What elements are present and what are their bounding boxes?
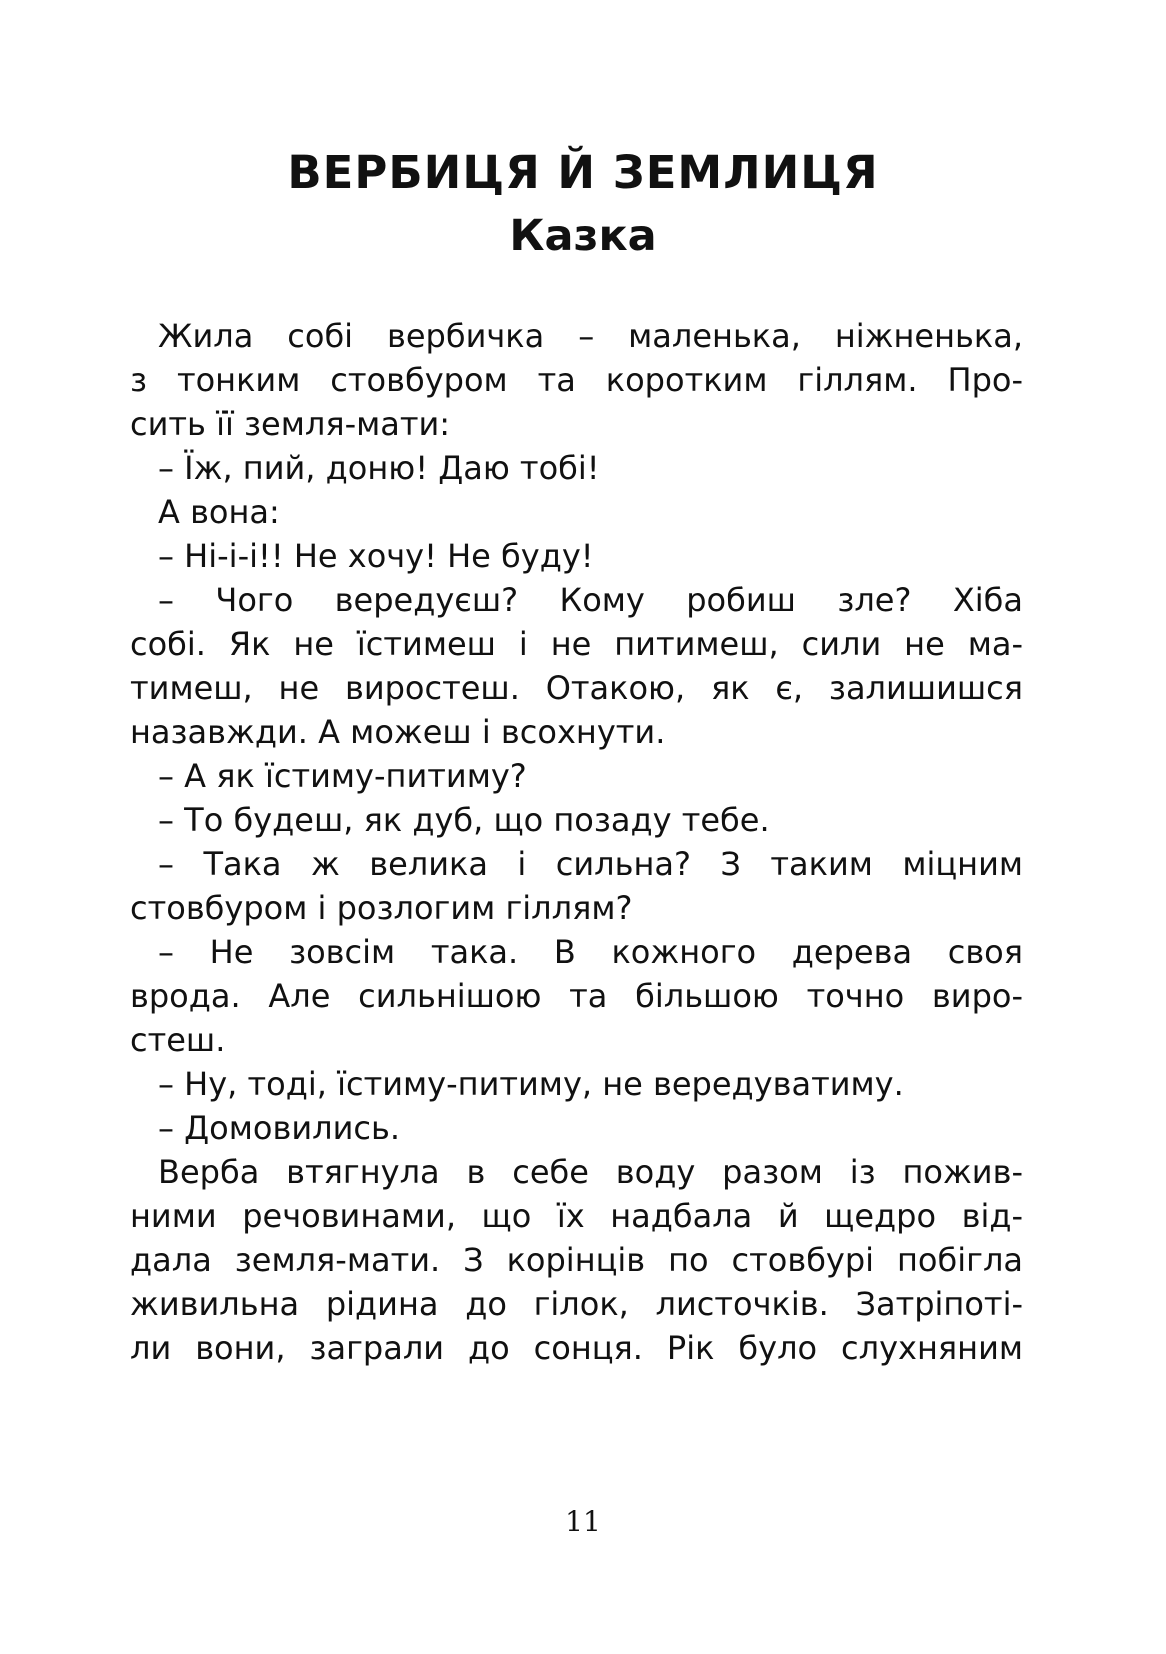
dialogue-line: – Не зовсім така. В кожного дерева своя: [158, 933, 1023, 971]
story-genre-subtitle: Казка: [509, 211, 657, 261]
text-line: з тонким стовбуром та коротким гіллям. Про-: [130, 361, 1023, 399]
text-line: Верба втягнула в себе воду разом із пожив-: [158, 1153, 1023, 1191]
text-line: Жила собі вербичка – маленька, ніжненька,: [158, 317, 1023, 355]
text-line: ними речовинами, що їх надбала й щедро від-: [130, 1197, 1023, 1235]
dialogue-line: назавжди. А можеш і всохнути.: [130, 713, 666, 751]
dialogue-line: стеш.: [130, 1021, 226, 1059]
dialogue-line: – Чого вередуєш? Кому робиш зле? Хіба: [158, 581, 1023, 619]
dialogue-line: – А як їстиму-питиму?: [158, 757, 527, 795]
story-title: ВЕРБИЦЯ Й ЗЕМЛИЦЯ: [287, 146, 879, 199]
dialogue-line: – То будеш, як дуб, що позаду тебе.: [158, 801, 770, 839]
dialogue-line: – Ну, тоді, їстиму-питиму, не вередуватиму.: [158, 1065, 904, 1103]
text-line: ли вони, заграли до сонця. Рік було слухняним: [130, 1329, 1023, 1367]
dialogue-line: – Така ж велика і сильна? З таким міцним: [158, 845, 1023, 883]
dialogue-line: – Ні-і-і!! Не хочу! Не буду!: [158, 537, 594, 575]
text-line: дала земля-мати. З корінців по стовбурі побігла: [130, 1241, 1023, 1279]
dialogue-line: стовбуром і розлогим гіллям?: [130, 889, 633, 927]
text-line: живильна рідина до гілок, листочків. Затріпоті-: [130, 1285, 1023, 1323]
text-line: А вона:: [158, 493, 280, 531]
dialogue-line: – Їж, пий, доню! Даю тобі!: [158, 449, 600, 487]
page-number: 11: [565, 1505, 601, 1538]
dialogue-line: врода. Але сильнішою та більшою точно виро-: [130, 977, 1023, 1015]
dialogue-line: собі. Як не їстимеш і не питимеш, сили не ма-: [130, 625, 1023, 663]
dialogue-line: – Домовились.: [158, 1109, 400, 1147]
dialogue-line: тимеш, не виростеш. Отакою, як є, залишишся: [130, 669, 1023, 707]
text-line: сить її земля-мати:: [130, 405, 451, 443]
